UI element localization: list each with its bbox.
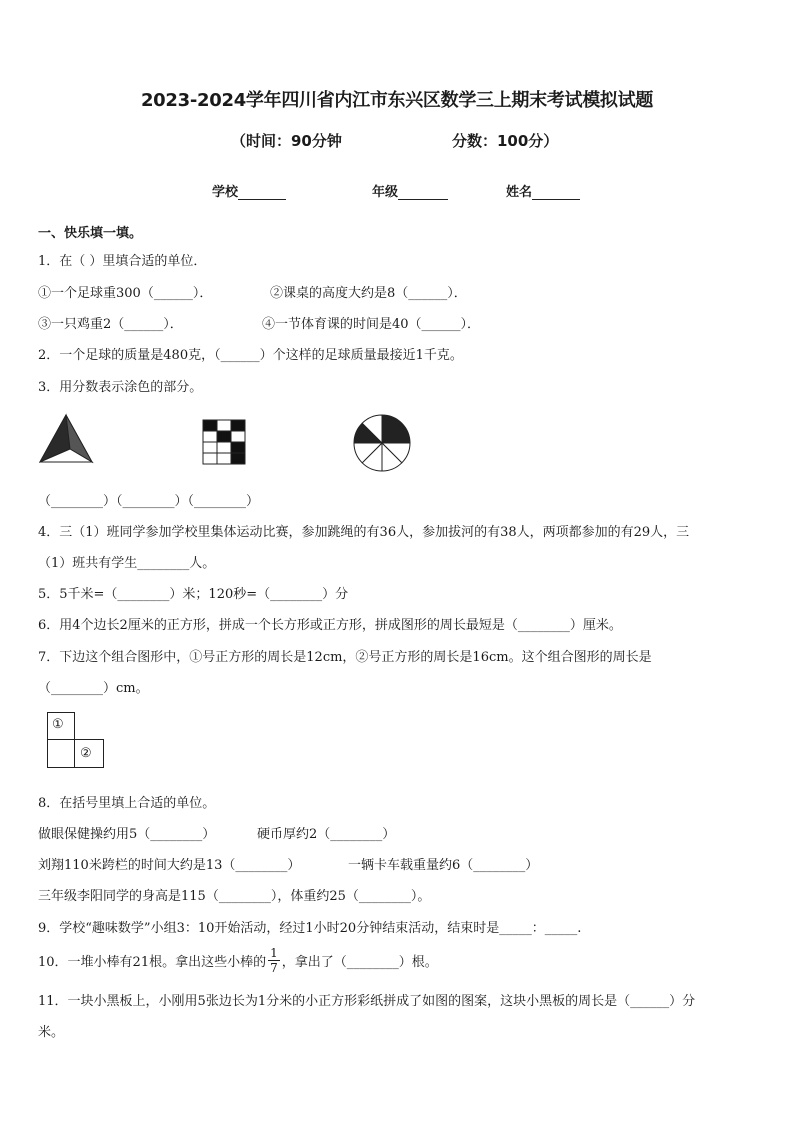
q4-line1: 4．三（1）班同学参加学校里集体运动比赛，参加跳绳的有36人，参加拔河的有38人，两项都参加的有29人，三 (38, 525, 690, 540)
school-label: 学校 (212, 185, 239, 200)
grade-label: 年级 (372, 185, 399, 200)
q5: 5．5千米=（________）米；120秒=（________）分 (38, 587, 349, 602)
q2: 2．一个足球的质量是480克，（______）个这样的足球质量最接近1千克。 (38, 348, 463, 363)
q7-line1: 7．下边这个组合图形中，①号正方形的周长是12cm，②号正方形的周长是16cm。这个组合图形的周长是 (38, 650, 652, 665)
q11-line1: 11．一块小黑板上，小刚用5张边长为1分米的小正方形彩纸拼成了如图的图案，这块小黑板的周长是（______）分 (38, 994, 696, 1009)
square-1-label: ① (52, 717, 64, 732)
triangle-figure (38, 412, 96, 466)
page-title: 2023-2024学年四川省内江市东兴区数学三上期末考试模拟试题 (140, 90, 654, 111)
fraction-numerator: 1 (270, 945, 278, 960)
q10-before: 10．一堆小棒有21根。拿出这些小棒的 (38, 954, 267, 970)
exam-score: 分数：100分） (452, 132, 559, 150)
q8-stem: 8．在括号里填上合适的单位。 (38, 796, 216, 811)
square-2 (74, 739, 104, 768)
q8-e: 三年级李阳同学的身高是115（________），体重约25（________）。 (38, 889, 431, 904)
section-heading: 一、快乐填一填。 (38, 226, 143, 241)
name-label: 姓名 (506, 185, 533, 200)
grid-figure (202, 419, 246, 465)
q8-d: 一辆卡车载重量约6（________） (348, 858, 539, 873)
square-2-label: ② (80, 746, 92, 761)
q1-stem: 1．在（ ）里填合适的单位． (38, 254, 207, 269)
q1-a: ①一个足球重300（______）． (38, 286, 213, 301)
q8-a: 做眼保健操约用5（________） (38, 827, 216, 842)
q4-line2: （1）班共有学生________人。 (38, 556, 216, 571)
square-1 (47, 712, 75, 740)
q10-after: ，拿出了（________）根。 (281, 954, 438, 970)
name-field (506, 181, 580, 200)
q6: 6．用4个边长2厘米的正方形，拼成一个长方形或正方形，拼成图形的周长最短是（________）厘米。 (38, 618, 622, 633)
grade-field (372, 181, 448, 200)
fraction-denominator: 7 (270, 960, 278, 975)
fraction (268, 946, 280, 975)
q1-d: ④一节体育课的时间是40（______）． (262, 317, 481, 332)
composite-left (47, 739, 75, 768)
q1-b: ②课桌的高度大约是8（______）． (270, 286, 467, 301)
school-field (212, 181, 286, 200)
circle-figure (352, 413, 412, 473)
exam-time: （时间：90分钟 (231, 132, 342, 150)
q11-line2: 米。 (38, 1025, 65, 1040)
q9: 9．学校“趣味数学”小组3：10开始活动，经过1小时20分钟结束活动，结束时是_____：_____. (38, 921, 582, 936)
q8-c: 刘翔110米跨栏的时间大约是13（________） (38, 858, 301, 873)
q1-c: ③一只鸡重2（______）． (38, 317, 183, 332)
q3-answers: （________）（________）（________） (38, 494, 260, 509)
q8-b: 硬币厚约2（________） (257, 827, 396, 842)
q10 (38, 942, 438, 978)
q3-stem: 3．用分数表示涂色的部分。 (38, 380, 203, 395)
q7-line2: （________）cm。 (38, 681, 149, 696)
